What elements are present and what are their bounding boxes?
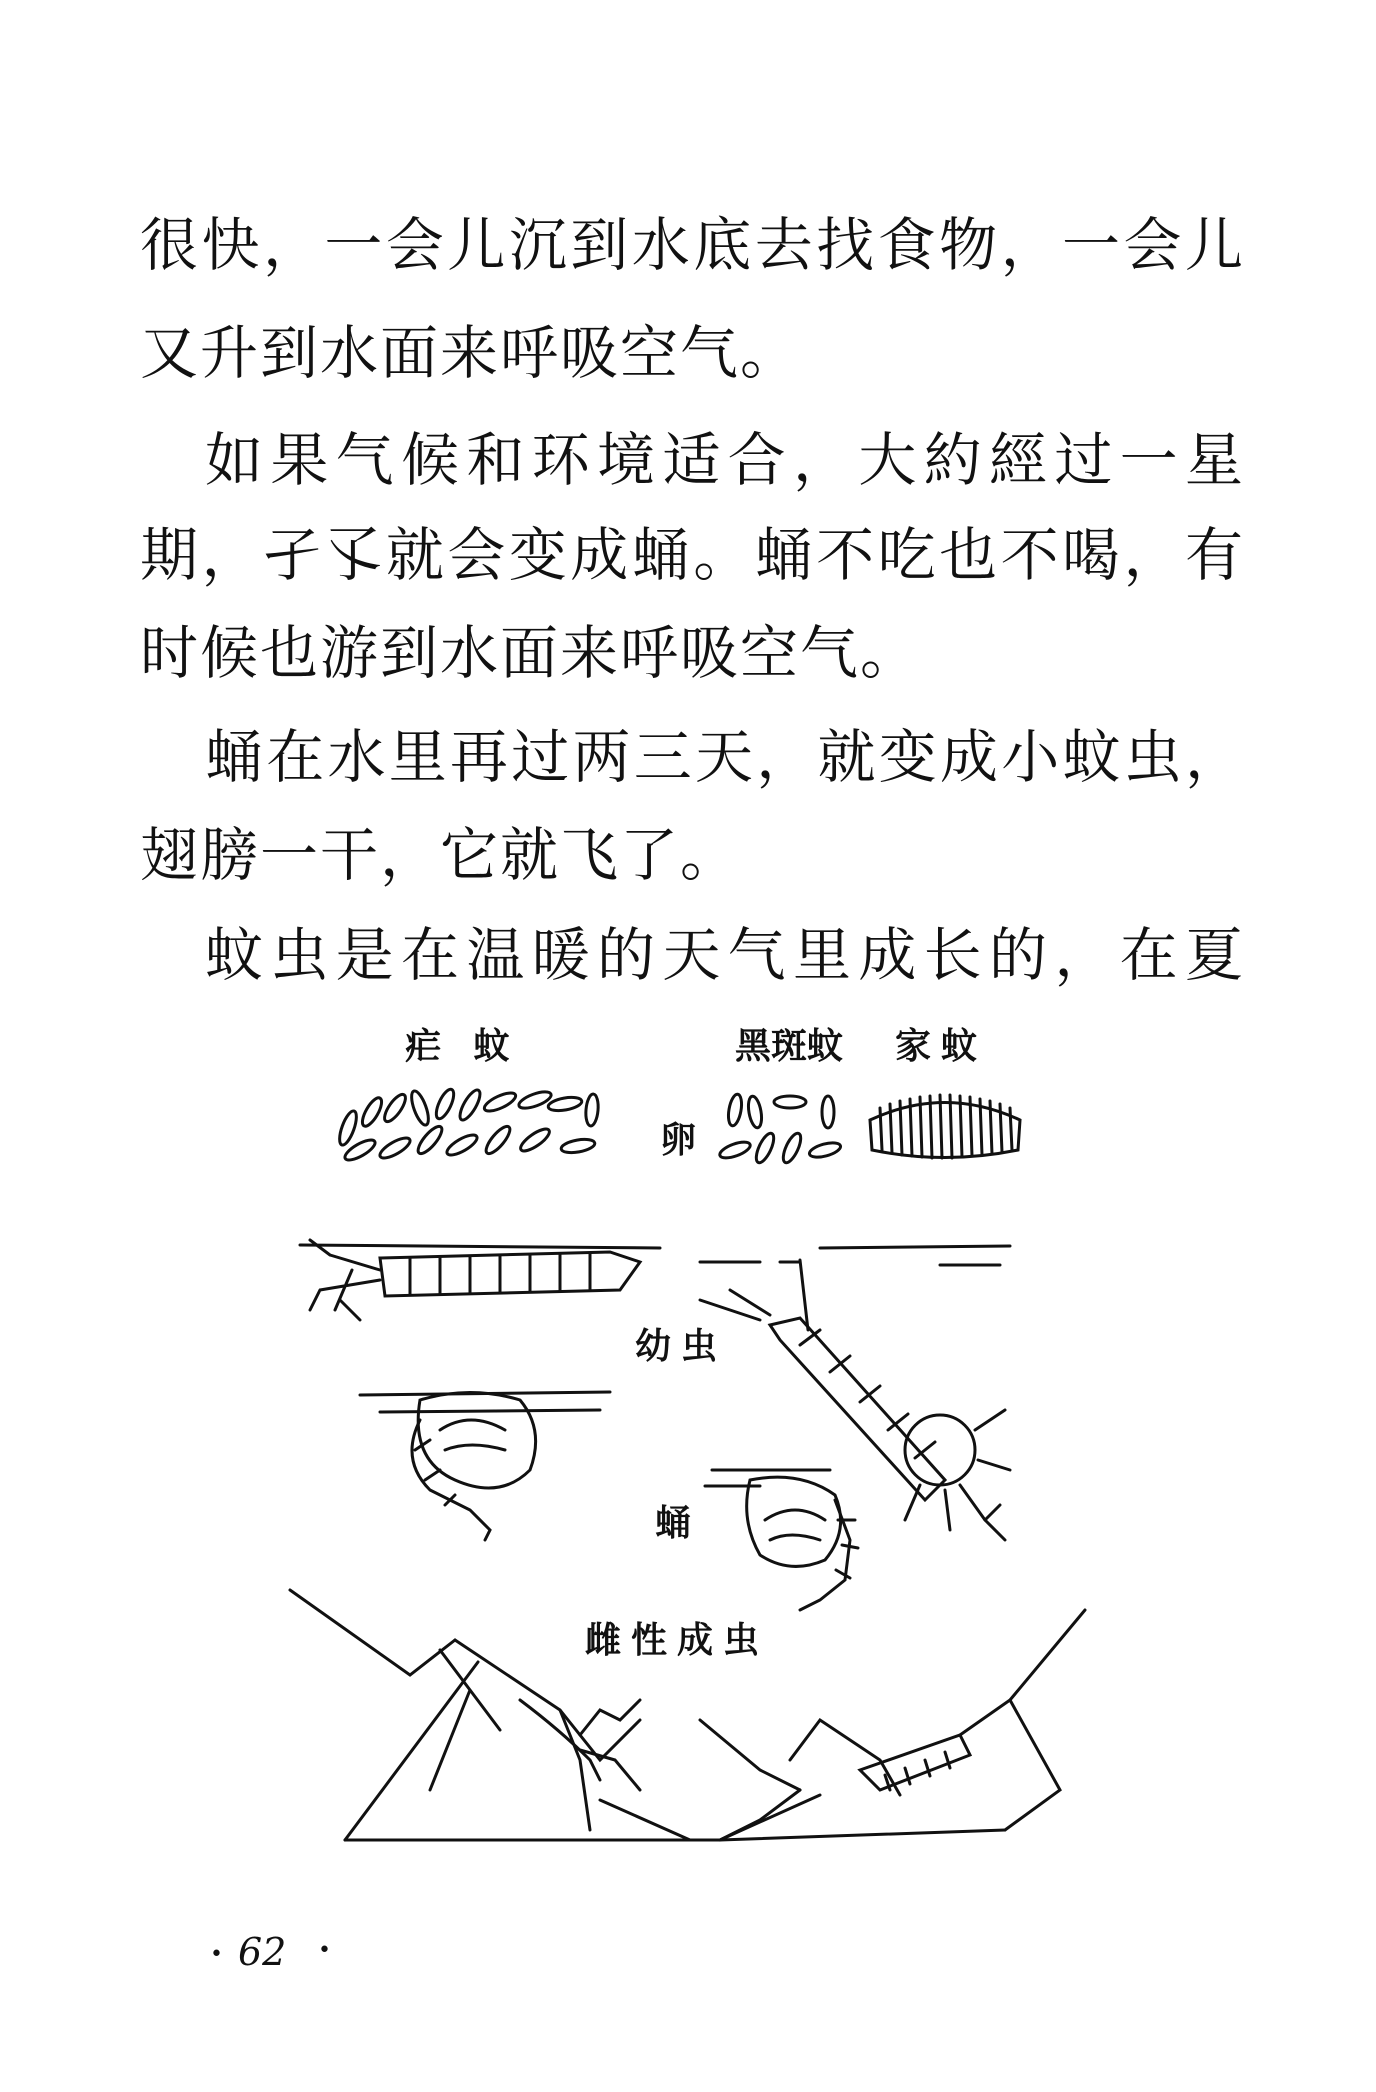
label-aedes: 黑斑蚊 [735,1025,844,1067]
page-number: 62 [238,1930,287,1974]
culex-egg-raft-drawing [870,1095,1020,1158]
pupa-right-drawing [747,1477,858,1610]
anopheles-eggs-drawing [336,1087,599,1164]
text-line-3: 如果气候和环境适合，大約經过一星 [205,426,1245,494]
text-line-7: 翅膀一干，它就飞了。 [140,821,741,889]
text-line-4: 期，孑孓就会变成蛹。蛹不吃也不喝，有 [140,521,1245,589]
text-line-6: 蛹在水里再过两三天，就变成小蚊虫， [205,723,1245,791]
text-line-1: 很快，一会儿沉到水底去找食物，一会儿 [140,211,1245,279]
label-pupa: 蛹 [655,1502,702,1544]
label-culex: 家蚊 [895,1025,988,1067]
label-egg: 卵 [660,1119,707,1161]
label-adult-female: 雌性成虫 [585,1619,770,1661]
anopheles-larva-drawing [310,1240,640,1320]
pupa-left-drawing [412,1393,536,1541]
text-line-5: 时候也游到水面来呼吸空气。 [140,619,921,687]
ground-line [345,1830,1005,1840]
aedes-eggs-drawing [718,1093,842,1165]
text-line-8: 蚊虫是在温暖的天气里成长的，在夏 [205,921,1245,989]
adult-mosquito-left-drawing [290,1590,690,1840]
label-larva: 幼虫 [635,1325,728,1367]
adult-mosquito-right-drawing [700,1610,1085,1840]
page-number-dot-left: • [210,1942,223,1967]
text-line-2: 又升到水面来呼吸空气。 [140,319,801,387]
label-anopheles: 疟 蚊 [405,1025,520,1067]
water-surface-lines [300,1245,1010,1486]
page-number-dot-right: • [318,1938,331,1963]
